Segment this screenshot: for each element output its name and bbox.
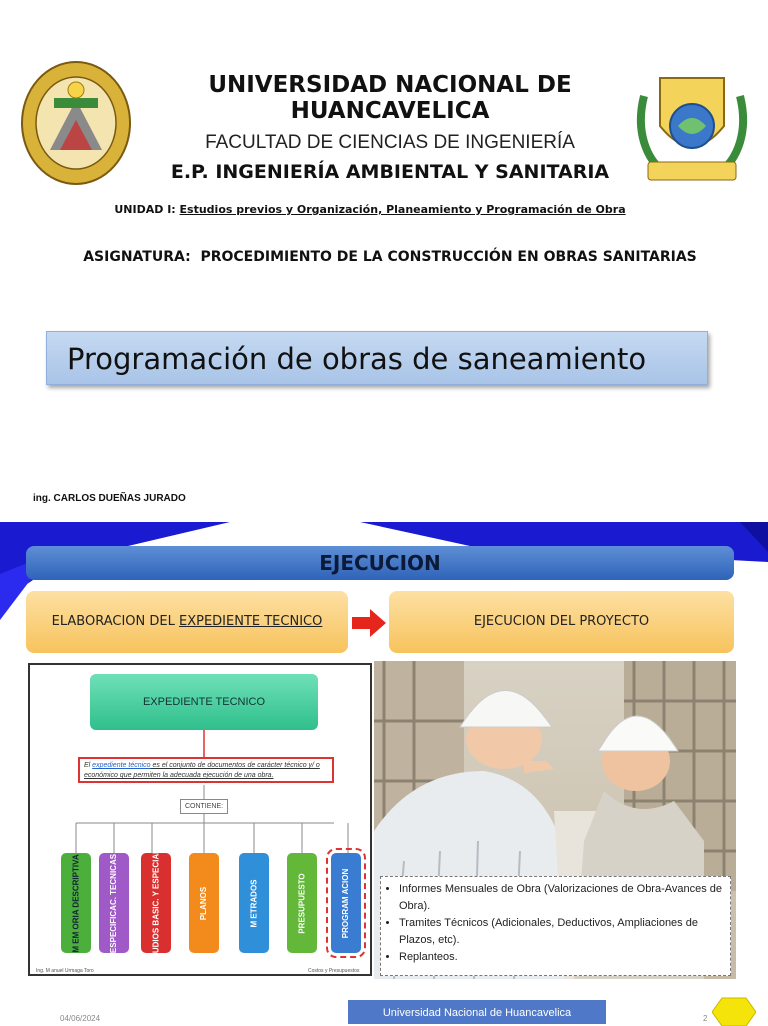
column-label: PRESUPUESTO xyxy=(297,872,307,934)
column-label: M ETRADOS xyxy=(249,879,259,927)
ejecucion-header: EJECUCION xyxy=(26,546,734,580)
column-programacion xyxy=(331,853,361,953)
asignatura-label: ASIGNATURA: xyxy=(83,249,191,265)
footer-university-banner: Universidad Nacional de Huancavelica xyxy=(348,1000,606,1024)
column-label: PLANOS xyxy=(199,886,209,920)
expediente-definition xyxy=(78,757,334,783)
column-label: M EM ORIA DESCRIPTIVA xyxy=(71,853,81,953)
column-metrados xyxy=(239,853,269,953)
column-presupuesto xyxy=(287,853,317,953)
asignatura-text: PROCEDIMIENTO DE LA CONSTRUCCIÓN EN OBRAS SANITARIAS xyxy=(200,249,697,265)
right-arrow-icon xyxy=(352,609,386,637)
university-title: UNIVERSIDAD NACIONAL DE HUANCAVELICA xyxy=(208,72,572,124)
definition-link: expediente técnico xyxy=(92,762,151,769)
step1-underlined: EXPEDIENTE TECNICO xyxy=(179,614,323,629)
author-name: ing. CARLOS DUEÑAS JURADO xyxy=(33,493,186,504)
diagram-footer-left: Ing. M anuel Urmaga Toro xyxy=(36,968,94,974)
diagram-footer-right: Costos y Presupuestos xyxy=(308,968,360,974)
column-planos xyxy=(189,853,219,953)
topic-title: Programación de obras de saneamiento xyxy=(46,331,708,385)
contiene-label: CONTIENE: xyxy=(180,799,228,814)
faculty-name: FACULTAD DE CIENCIAS DE INGENIERÍA xyxy=(205,132,575,153)
school-name: E.P. INGENIERÍA AMBIENTAL Y SANITARIA xyxy=(170,161,610,183)
hexagon-icon xyxy=(712,996,756,1026)
project-activities-list xyxy=(380,876,731,976)
column-label: PROGRAM ACION xyxy=(341,868,351,938)
asignatura-line xyxy=(40,249,740,265)
step-expediente-tecnico xyxy=(26,591,348,653)
university-seal-logo xyxy=(20,60,132,186)
definition-prefix: El xyxy=(84,762,93,769)
column-memoria xyxy=(61,853,91,953)
step-ejecucion-proyecto: EJECUCION DEL PROYECTO xyxy=(389,591,734,653)
unidad-label: UNIDAD I: xyxy=(114,203,176,216)
column-label: ESTUDIOS BASIC. Y ESPECIALES xyxy=(151,837,161,969)
page-number: 2 xyxy=(703,1014,708,1023)
activity-item: • Replanteos. xyxy=(399,949,726,966)
column-label: ESPECIFICAC. TECNICAS xyxy=(109,853,119,953)
step1-prefix: ELABORACION DEL xyxy=(51,614,179,629)
activity-item: • Informes Mensuales de Obra (Valorizaciones de Obra-Avances de Obra). xyxy=(399,881,726,915)
unidad-line xyxy=(110,203,630,216)
diagram-title: EXPEDIENTE TECNICO xyxy=(90,674,318,730)
activity-item: • Tramites Técnicos (Adicionales, Deductivos, Ampliaciones de Plazos, etc). xyxy=(399,915,726,949)
definition-text: es el conjunto de documentos de carácter técnico y/ o económico que permiten la adecuada ejecución de una obra. xyxy=(84,762,320,779)
footer-date: 04/06/2024 xyxy=(60,1014,101,1023)
column-estudios xyxy=(141,837,171,969)
unidad-text: Estudios previos y Organización, Planeamiento y Programación de Obra xyxy=(179,203,626,216)
column-especificaciones xyxy=(99,853,129,953)
